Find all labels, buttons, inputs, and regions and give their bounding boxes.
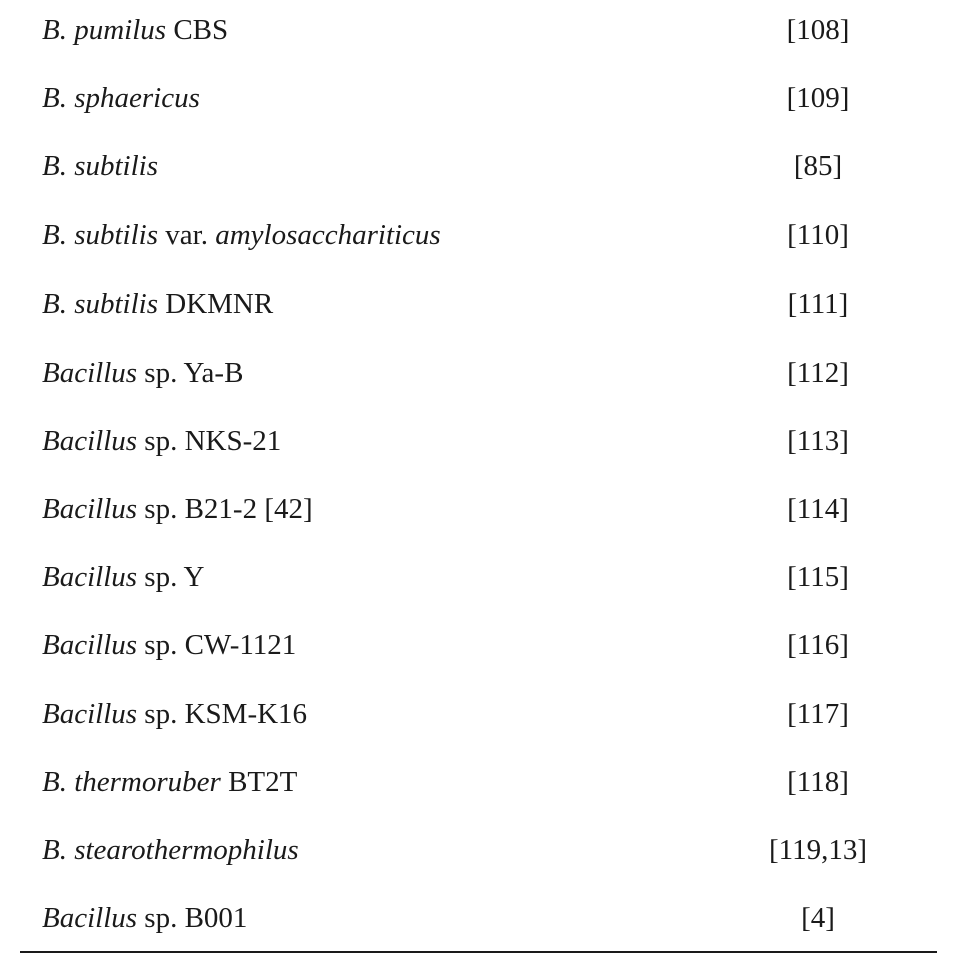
organism-name	[42, 557, 204, 597]
organism-name	[42, 694, 307, 734]
table-row	[0, 78, 956, 118]
organism-name-plain: sp. CW-1121	[137, 629, 297, 661]
organism-name-italic: Bacillus	[42, 698, 138, 730]
table-row	[0, 489, 956, 529]
organism-name	[42, 215, 441, 255]
organism-name-italic: Bacillus	[42, 357, 138, 389]
table-row	[0, 10, 956, 50]
table-row	[0, 762, 956, 802]
table-row	[0, 898, 956, 938]
table-row	[0, 215, 956, 255]
organism-name-italic: B. sphaericus	[42, 82, 200, 114]
reference-citation: [118]	[787, 766, 849, 798]
reference-citation: [115]	[787, 561, 849, 593]
table-bottom-rule	[20, 951, 937, 953]
organism-name-plain: sp. B001	[137, 902, 248, 934]
organism-name-italic: B. subtilis	[42, 219, 159, 251]
organism-name-plain: DKMNR	[158, 288, 274, 320]
reference-citation: [113]	[787, 425, 849, 457]
organism-name-italic: Bacillus	[42, 561, 138, 593]
organism-name-italic: B. thermoruber	[42, 766, 221, 798]
table-row	[0, 284, 956, 324]
organism-name-italic: Bacillus	[42, 629, 138, 661]
organism-name	[42, 489, 313, 529]
organism-name-plain: CBS	[166, 14, 229, 46]
table-row	[0, 353, 956, 393]
organism-name-italic: B. subtilis	[42, 288, 159, 320]
reference-citation: [85]	[793, 150, 843, 182]
reference-citation: [109]	[786, 82, 850, 114]
organism-name-italic: Bacillus	[42, 493, 138, 525]
organism-name	[42, 78, 200, 118]
reference-citation: [114]	[787, 493, 849, 525]
organism-name	[42, 898, 247, 938]
reference-citation: [4]	[801, 902, 835, 934]
organism-name-italic: Bacillus	[42, 902, 138, 934]
table-row	[0, 557, 956, 597]
table-row	[0, 421, 956, 461]
table-row	[0, 830, 956, 870]
organism-name-plain: sp. Ya-B	[137, 357, 244, 389]
organism-name-italic: Bacillus	[42, 425, 138, 457]
table-row	[0, 694, 956, 734]
reference-citation: [110]	[787, 219, 849, 251]
organism-name	[42, 284, 273, 324]
organism-name	[42, 625, 296, 665]
reference-citation: [119,13]	[769, 834, 867, 866]
organism-name	[42, 762, 297, 802]
organism-name-italic-suffix: amylosacchariticus	[215, 219, 441, 251]
organism-name	[42, 146, 158, 186]
organism-name	[42, 421, 281, 461]
organism-name-italic: B. stearothermophilus	[42, 834, 299, 866]
reference-citation: [117]	[787, 698, 849, 730]
organism-name-plain: var.	[158, 219, 216, 251]
table-row	[0, 146, 956, 186]
organism-name-plain: BT2T	[220, 766, 298, 798]
organism-name	[42, 10, 228, 50]
organism-name-plain: sp. NKS-21	[137, 425, 282, 457]
organism-name-italic: B. pumilus	[42, 14, 167, 46]
organism-name-plain: sp. B21-2 [42]	[137, 493, 313, 525]
organism-name	[42, 830, 299, 870]
reference-citation: [112]	[787, 357, 849, 389]
organism-name-plain: sp. KSM-K16	[137, 698, 308, 730]
organism-name-plain: sp. Y	[137, 561, 205, 593]
reference-citation: [111]	[787, 288, 849, 320]
reference-citation: [108]	[786, 14, 850, 46]
organism-name-italic: B. subtilis	[42, 150, 159, 182]
table-row	[0, 625, 956, 665]
organism-name	[42, 353, 243, 393]
reference-citation: [116]	[787, 629, 849, 661]
